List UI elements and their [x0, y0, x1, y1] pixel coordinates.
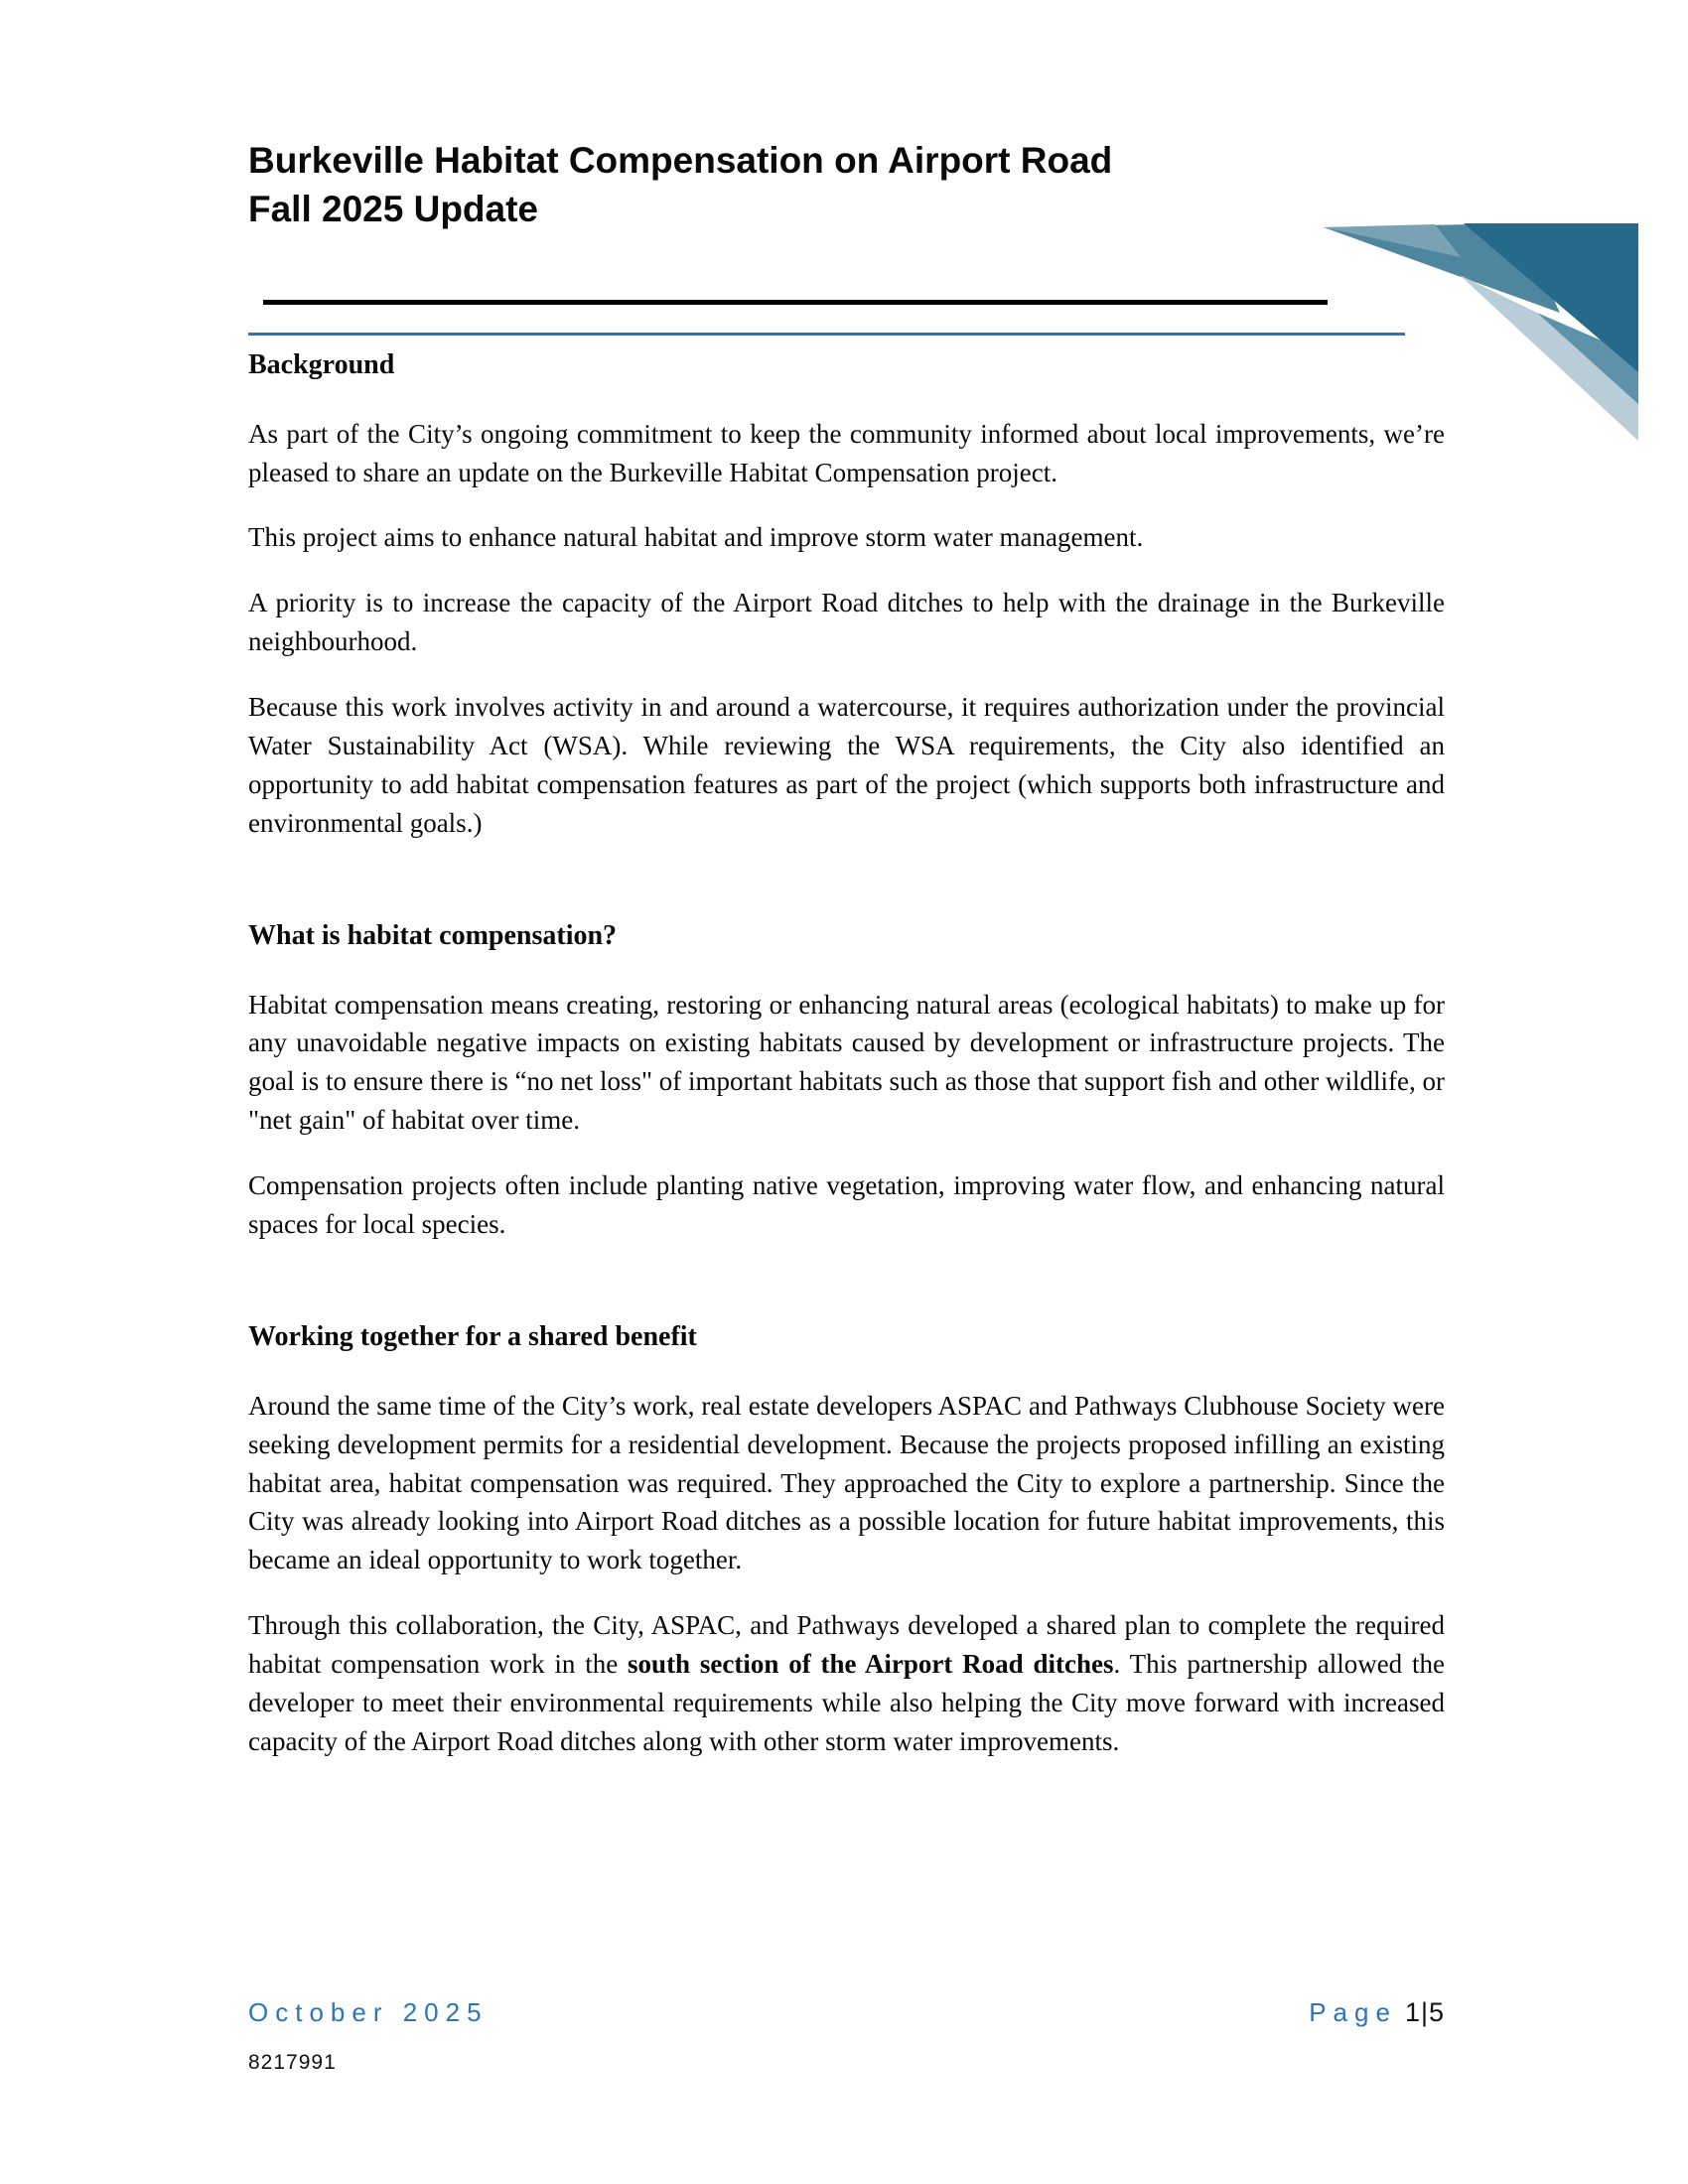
document-title-line1: Burkeville Habitat Compensation on Airport Road: [248, 140, 1113, 181]
background-paragraph-1: As part of the City’s ongoing commitment to keep the community informed about local improvements, we’re pleased to share an update on the Burkeville Habitat Compensation project.: [248, 418, 1445, 487]
document-body: [248, 0, 1445, 1788]
document-title-line2: Fall 2025 Update: [248, 188, 539, 229]
working-paragraph-2-before: Through this collaboration, the City, ASPAC, and Pathways developed a shared plan to complete the required habitat compensation work in the: [248, 1610, 1445, 1680]
footer-page-number: 1|5: [1404, 1997, 1445, 2027]
footer-page-indicator: [1309, 1997, 1445, 2028]
habitat-paragraph-2: Compensation projects often include planting native vegetation, improving water flow, and enhancing natural spaces for local species.: [248, 1170, 1445, 1239]
document-title: [248, 137, 1445, 234]
working-paragraph-2-bold: south section of the Airport Road ditches: [628, 1649, 1114, 1680]
background-paragraph-3: A priority is to increase the capacity of the Airport Road ditches to help with the drainage in the Burkeville neighbourhood.: [248, 588, 1445, 657]
working-paragraph-1: Around the same time of the City’s work, real estate developers ASPAC and Pathways Clubhouse Society were seeking development permits for a residential development. Because the projects proposed infilling an existing habitat area, habitat compensation was required. They approached the City to explore a partnership. Since the City was already looking into Airport Road ditches as a possible location for future habitat improvements, this became an ideal opportunity to work together.: [248, 1390, 1445, 1575]
divider-blue-rule: [248, 333, 1405, 336]
habitat-paragraph-1: Habitat compensation means creating, restoring or enhancing natural areas (ecological habitats) to make up for any unavoidable negative impacts on existing habitats caused by development or infrastructure projects. The goal is to ensure there is “no net loss" of important habitats such as those that support fish and other wildlife, or "net gain" of habitat over time.: [248, 989, 1445, 1136]
document-reference-number: 8217991: [248, 2051, 337, 2074]
working-paragraph-2-after: . This partnership allowed the developer to meet their environmental requirements while also helping the City move forward with increased capacity of the Airport Road ditches along with other storm water improvements.: [248, 1649, 1445, 1756]
section-heading-background: Background: [248, 348, 395, 380]
working-paragraph-2: [248, 1606, 1445, 1761]
background-paragraph-2: This project aims to enhance natural habitat and improve storm water management.: [248, 522, 1144, 553]
footer-page-label: Page: [1309, 1997, 1397, 2027]
section-heading-what-is-habitat-compensation: What is habitat compensation?: [248, 919, 618, 951]
divider-black-rule: [263, 300, 1328, 305]
background-paragraph-4: Because this work involves activity in and around a watercourse, it requires authorization under the provincial Water Sustainability Act (WSA). While reviewing the WSA requirements, the City also identified an opportunity to add habitat compensation features as part of the project (which supports both infrastructure and environmental goals.): [248, 692, 1445, 838]
footer-date: October 2025: [248, 1997, 489, 2027]
page-footer: [248, 1997, 1445, 2028]
section-heading-working-together: Working together for a shared benefit: [248, 1320, 697, 1352]
